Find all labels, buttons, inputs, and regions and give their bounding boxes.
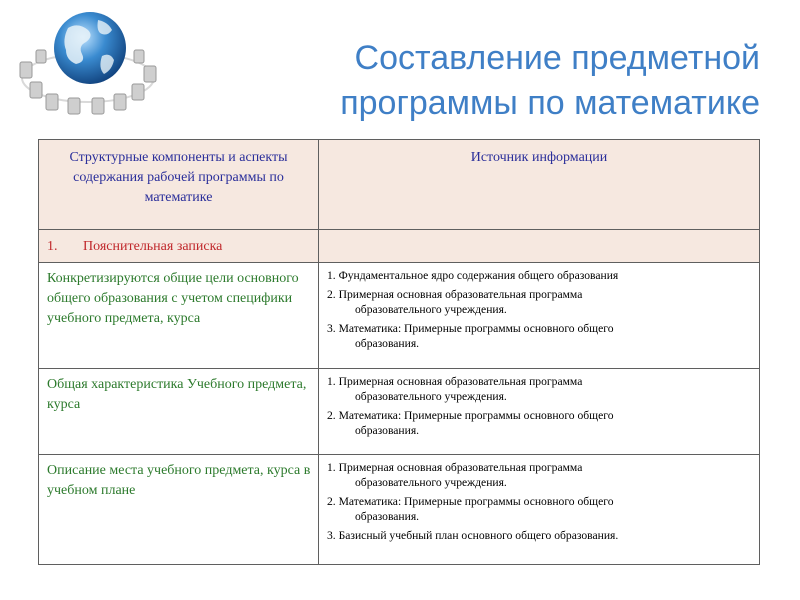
source-item [327,321,751,351]
title-line-2: программы по математике [340,84,760,122]
source-item-cont: образовательного учреждения. [355,476,507,489]
source-item-lead: 2. Примерная основная образовательная программа [327,288,583,301]
section-row [39,230,760,263]
source-item [327,528,751,543]
row-aspect-cell [39,369,319,455]
source-item-lead: 1. Примерная основная образовательная программа [327,375,583,388]
source-item [327,287,751,317]
table-row [39,369,760,455]
source-item-lead: 2. Математика: Примерные программы основного общего [327,409,614,422]
source-item-lead: 3. Базисный учебный план основного общего образования. [327,529,619,542]
row-aspect-text: Описание места учебного предмета, курса в учебном плане [47,463,311,498]
header-cell-source [319,140,760,230]
source-item [327,494,751,524]
header-components-text: Структурные компоненты и аспекты содержания рабочей программы по математике [69,150,288,205]
source-item-cont: образовательного учреждения. [355,303,507,316]
globe-with-chairs-icon [10,6,170,118]
row-source-cell [319,455,760,565]
source-item-cont: образования. [355,424,420,437]
source-item-lead: 1. Фундаментальное ядро содержания общего образования [327,269,619,282]
row-source-cell [319,263,760,369]
section-cell [39,230,319,263]
source-item-lead: 3. Математика: Примерные программы основного общего [327,322,614,335]
curriculum-table [38,139,760,565]
header-source-text: Источник информации [470,150,608,165]
row-source-cell [319,369,760,455]
row-aspect-cell [39,455,319,565]
page-title [200,36,760,126]
source-item [327,408,751,438]
section-label: Пояснительная записка [83,239,223,254]
source-item [327,374,751,404]
row-aspect-text: Общая характеристика Учебного предмета, курса [47,377,307,412]
source-item-lead: 2. Математика: Примерные программы основного общего [327,495,614,508]
section-empty-cell [319,230,760,263]
table-row [39,263,760,369]
row-aspect-text: Конкретизируются общие цели основного общего образования с учетом специфики учебного предмета, курса [47,271,299,326]
source-item-cont: образования. [355,510,420,523]
source-item [327,268,751,283]
title-line-1: Составление предметной [354,39,760,77]
table-header-row [39,140,760,230]
row-aspect-cell [39,263,319,369]
source-item-cont: образовательного учреждения. [355,390,507,403]
table-row [39,455,760,565]
source-item [327,460,751,490]
source-item-lead: 1. Примерная основная образовательная программа [327,461,583,474]
header-cell-components [39,140,319,230]
source-item-cont: образования. [355,337,420,350]
section-number: 1. [47,239,58,254]
